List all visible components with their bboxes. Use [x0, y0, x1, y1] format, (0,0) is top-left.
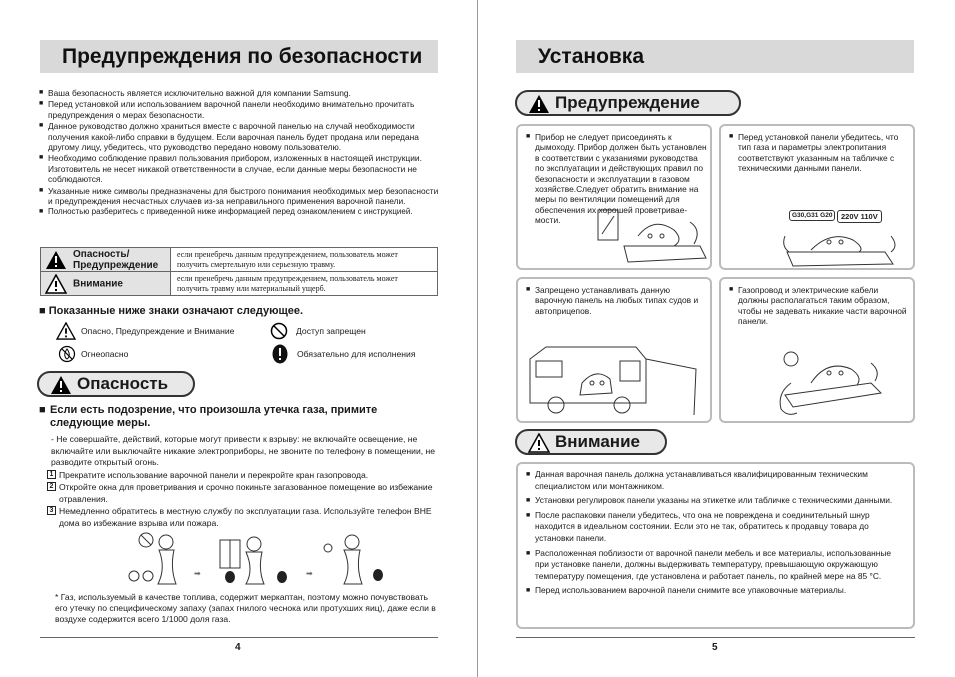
gas-step [47, 505, 439, 529]
caution-item: ■ Перед использованием варочной панели снимите все упаковочные материалы. [526, 585, 907, 597]
voltage-label: 220V 110V [837, 210, 882, 223]
table-label: Внимание [73, 278, 123, 290]
cable-illustration [771, 343, 891, 421]
box-text [721, 279, 913, 327]
table-desc: если пренебречь данным предупреждением, пользователь может получить травму или материальный ущерб. [171, 272, 438, 296]
intro-bullet: ■ Данное руководство должно храниться вместе с варочной панелью на случай необходимости получения какой-либо справки в будущем. Если варочная панель будет продана или передана другому лицу, убедитесь, что руководство передано новому пользователю. [39, 121, 439, 152]
sign-label: Доступ запрещен [296, 326, 366, 336]
left-page-title: Предупреждения по безопасности [40, 40, 438, 73]
caution-triangle-icon [527, 433, 551, 453]
danger-badge [37, 371, 195, 397]
caution-badge-label: Внимание [555, 432, 640, 451]
table-row [41, 248, 438, 272]
sign-label: Огнеопасно [81, 349, 129, 359]
box-text [518, 279, 710, 316]
caravan-illustration [526, 339, 708, 421]
step-text: Откройте окна для проветривания и срочно покиньте загазованное помещение во избежание отравления. [59, 482, 433, 504]
caution-triangle-icon [45, 274, 67, 294]
box-text [518, 464, 913, 597]
gas-type-box [719, 124, 915, 270]
box-paragraph: ■ Прибор не следует присоединять к дымоходу. Прибор должен быть установлен в соответствии с указаниями руководства по эксплуатации и действующих правил по безопасности и эксплуатации в газовом хозяйстве.Следует обратить внимание на меры по вентиляции помещений для обеспечения их хорошей проветривае- мости. [526, 132, 708, 226]
page-number-left: 4 [235, 642, 241, 653]
table-desc: если пренебречь данным предупреждением, пользователь может получить смертельную или серьезную травму. [171, 248, 438, 272]
table-label-cell [41, 272, 171, 296]
step-number: 3 [47, 506, 56, 515]
intro-bullet: ■ Полностью разберитесь с приведенной ниже информацией перед ознакомлением с инструкцией. [39, 207, 439, 217]
warning-sign-icon [56, 322, 76, 340]
warning-badge-label: Предупреждение [555, 93, 700, 112]
warning-levels-table [40, 247, 438, 296]
warning-badge [515, 90, 741, 116]
cables-box [719, 277, 915, 423]
caution-item: ■ Данная варочная панель должна устанавливаться квалифицированным техническим специалистом или монтажником. [526, 469, 907, 492]
svg-text:➡: ➡ [194, 569, 201, 578]
mandatory-icon [272, 344, 288, 369]
caution-item: ■ Расположенная поблизости от варочной панели мебель и все материалы, использованные при установке панели, должны выдерживать температуру, превышающую окружающую температуру помещения, где установлена и работает панель, по крайней мере на 85 °С. [526, 548, 907, 583]
right-page-title: Установка [516, 40, 914, 73]
box-paragraph: ■ Газопровод и электрические кабели должны располагаться таким образом, чтобы не задевать никакие части варочной панели. [729, 285, 907, 327]
gas-leak-title: ■ Если есть подозрение, что произошла утечка газа, примите следующие меры. [39, 404, 378, 429]
page-number-right: 5 [712, 642, 718, 653]
table-row [41, 272, 438, 296]
no-vehicles-box [516, 277, 712, 423]
mercaptan-note: * Газ, используемый в качестве топлива, содержит меркаптан, поэтому можно почувствовать его утечку по специфическому запаху (запах гнилого чеснока или протухших яиц), даже если в воздухе содержится всего 1/1000 доля газа. [55, 592, 436, 624]
chimney-warning-box [516, 124, 712, 270]
box-text [721, 126, 913, 174]
gas-step [47, 481, 439, 505]
intro-bullet: ■ Перед установкой или использованием варочной панели необходимо внимательно прочитать предупреждения о мерах безопасности. [39, 99, 439, 120]
box-paragraph: ■ Перед установкой панели убедитесь, что тип газа и параметры электропитания соответствуют указанным на табличке с техническими данными панели. [729, 132, 907, 174]
svg-text:➡: ➡ [306, 569, 313, 578]
intro-bullet: ■ Ваша безопасность является исключительно важной для компании Samsung. [39, 88, 439, 98]
warning-triangle-icon [527, 94, 551, 114]
gas-steps [47, 469, 439, 529]
gas-leak-illustration [128, 528, 398, 588]
signs-title: ■ Показанные ниже знаки означают следующее. [39, 305, 304, 317]
intro-bullets [39, 88, 439, 219]
intro-bullet: ■ Необходимо соблюдение правил пользования прибором, изложенных в настоящей инструкции. Изготовитель не несет никакой ответственности в случае, если данные меры безопасности не соблюдаются. [39, 153, 439, 184]
step-number: 2 [47, 482, 56, 491]
left-footer-line [40, 637, 438, 638]
step-number: 1 [47, 470, 56, 479]
warning-triangle-icon [45, 250, 67, 270]
danger-badge-label: Опасность [77, 374, 169, 393]
danger-triangle-icon [49, 375, 73, 395]
sign-label: Обязательно для исполнения [297, 349, 416, 359]
caution-item: ■ Установки регулировок панели указаны на этикетке или табличке с техническими данными. [526, 495, 907, 507]
prohibited-icon [270, 322, 288, 345]
gas-leak-title-text: Если есть подозрение, что произошла утечка газа, примите следующие меры. [50, 404, 378, 429]
sign-label: Опасно, Предупреждение и Внимание [81, 326, 235, 336]
ventilation-illustration [594, 206, 710, 268]
table-label: Опасность/ Предупреждение [73, 248, 159, 271]
table-label-cell [41, 248, 171, 272]
gas-step [47, 469, 439, 481]
hob-label-illustration [781, 226, 901, 270]
intro-bullet: ■ Указанные ниже символы предназначены для быстрого понимания необходимых мер безопасности и предупреждения несчастных случаев из-за неправильного применения варочной панели. [39, 186, 439, 207]
step-text: Немедленно обратитесь в местную службу по эксплуатации газа. Используйте телефон ВНЕ дома во избежание взрыва или пожара. [59, 506, 432, 528]
caution-box [516, 462, 915, 629]
box-paragraph: ■ Запрещено устанавливать данную варочную панель на любых типах судов и автоприцепов. [526, 285, 704, 316]
caution-badge [515, 429, 667, 455]
step-text: Прекратите использование варочной панели и перекройте кран газопровода. [59, 470, 369, 480]
signs-title-text: Показанные ниже знаки означают следующее. [48, 305, 304, 317]
flammable-icon [58, 345, 76, 368]
right-footer-line [516, 637, 915, 638]
page-divider [477, 0, 478, 677]
caution-item: ■ После распаковки панели убедитесь, что она не повреждена и соединительный шнур находится в идеальном состоянии. Если это не так, обратитесь к продавцу товара до установки панели. [526, 510, 907, 545]
gas-type-label: G30,G31 G20 [789, 210, 835, 221]
gas-intro: - Не совершайте, действий, которые могут привести к взрыву: не включайте освещение, не включайте или выключайте никакие электроприборы, не звоните по телефону в помещении, не разводите открытый огонь. [51, 434, 436, 467]
